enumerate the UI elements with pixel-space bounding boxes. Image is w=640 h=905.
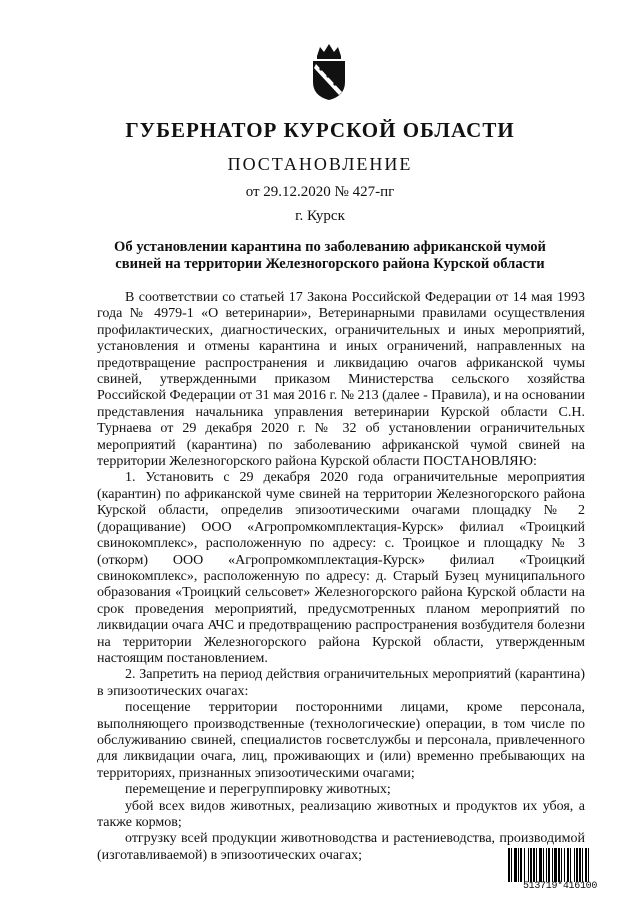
paragraph-preamble: В соответствии со статьей 17 Закона Российской Федерации от 14 мая 1993 года № 4979-1 «О ветеринарии», Ветеринарными правилами осуществления профилактических, диагностических, ограничительных и иных мероприятий, установления и отмены карантина и иных ограничений, направленных на предотвращение распространения и ликвидацию очагов африканской чумы свиней, утвержденными приказом Министерства сельского хозяйства Российской Федерации от 31 мая 2016 г. № 213 (далее - Правила), и на основании представления начальника управления ветеринарии Курской области С.Н. Турнаева от 29 декабря 2020 г. № 32 об установлении ограничительных мероприятий (карантина) по заболеванию африканской чумой свиней на территории Железногорского района Курской области ПОСТАНОВЛЯЮ: — [97, 290, 585, 470]
coat-of-arms-emblem-icon — [309, 42, 349, 102]
paragraph-prohibition-movement: перемещение и перегруппировку животных; — [125, 782, 391, 798]
document-place: г. Курск — [295, 208, 345, 224]
document-date-number: от 29.12.2020 № 427-пг — [245, 184, 395, 200]
document-body — [97, 290, 585, 864]
document-type: ПОСТАНОВЛЕНИЕ — [227, 154, 413, 174]
barcode-bar — [589, 848, 591, 882]
issuer-title: ГУБЕРНАТОР КУРСКОЙ ОБЛАСТИ — [125, 118, 515, 142]
barcode-bars — [508, 848, 612, 882]
paragraph-prohibition-visits: посещение территории посторонними лицами, кроме персонала, выполняющего производственные (технологические) операции, в том числе по обслуживанию свиней, специалистов госветслужбы и персонала, привлеченного для ликвидации очага, лиц, проживающих и (или) временно пребывающих на территориях, признанных эпизоотическими очагами; — [97, 700, 585, 781]
paragraph-item-1: 1. Установить с 29 декабря 2020 года ограничительные мероприятия (карантин) по африканской чуме свиней на территории Железногорского района Курской области, определив эпизоотическими очагами площадку № 2 (доращивание) ООО «Агропромкомплектация-Курск» филиал «Троицкий свинокомплекс», расположенную по адресу: с. Троицкое и площадку № 3 (откорм) ООО «Агропромкомплектация-Курск» филиал «Троицкий свинокомплекс», расположенную по адресу: д. Старый Бузец муниципального образования «Троицкий сельсовет» Железногорского района Курской области на срок проведения мероприятий, предусмотренных планом мероприятий по ликвидации очага АЧС и предотвращению распространения возбудителя болезни на территории Железногорского района Курской области, утвержденным настоящим постановлением. — [97, 470, 585, 666]
barcode — [508, 848, 612, 892]
paragraph-prohibition-shipment: отгрузку всей продукции животноводства и растениеводства, производимой (изготавливаемой) в эпизоотических очагах; — [97, 831, 585, 863]
paragraph-prohibition-slaughter: убой всех видов животных, реализацию животных и продуктов их убоя, а также кормов; — [97, 798, 585, 830]
document-subject: Об установлении карантина по заболеванию африканской чумой свиней на территории Железногорского района Курской области — [114, 239, 546, 272]
barcode-number: 513719*416100 — [522, 881, 598, 892]
paragraph-item-2: 2. Запретить на период действия ограничительных мероприятий (карантина) в эпизоотических очагах: — [97, 667, 585, 699]
